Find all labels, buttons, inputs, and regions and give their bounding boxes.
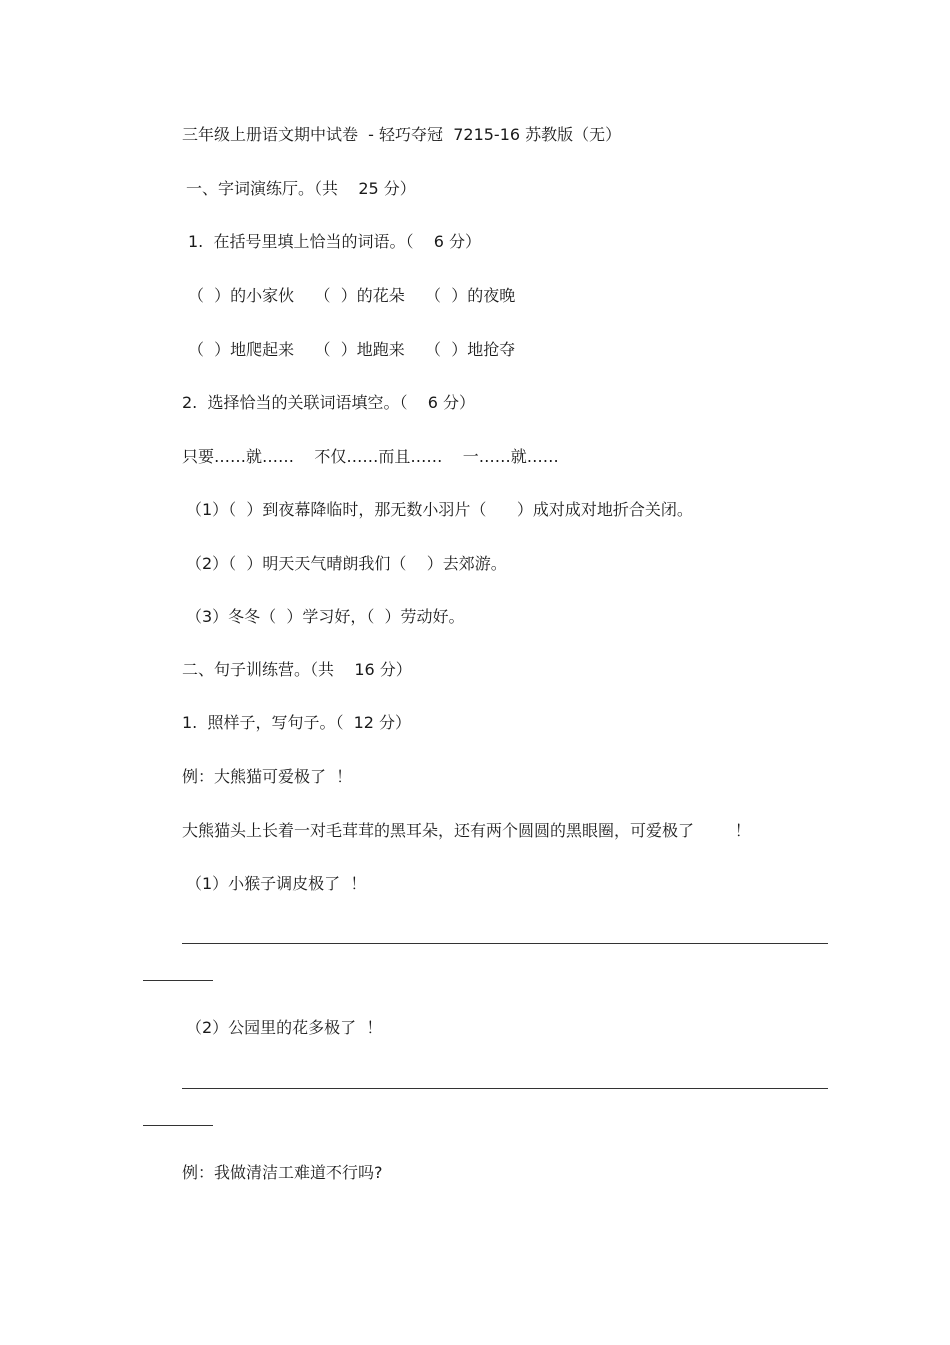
- question-1-row-1: （ ）的小家伙 （ ）的花朵 （ ）的夜晚: [188, 286, 516, 305]
- question-2-item-3: （3）冬冬（ ）学习好，（ ）劳动好。: [186, 607, 465, 626]
- answer-line-1a: [182, 943, 828, 944]
- document-title: 三年级上册语文期中试卷 - 轻巧夺冠 7215-16 苏教版（无）: [182, 125, 622, 144]
- example-2-label: 例：我做清洁工难道不行吗?: [182, 1163, 383, 1182]
- question-2-options: 只要……就…… 不仅……而且…… 一……就……: [182, 447, 559, 466]
- question-2-item-1: （1）（ ）到夜幕降临时，那无数小羽片（ ）成对成对地折合关闭。: [186, 500, 693, 519]
- section-1-heading: 一、字词演练厅。（共 25 分）: [186, 179, 416, 198]
- question-1-prompt: 1. 在括号里填上恰当的词语。（ 6 分）: [188, 232, 482, 251]
- example-1-label: 例：大熊猫可爱极了 ！: [182, 767, 353, 786]
- example-1-answer: 大熊猫头上长着一对毛茸茸的黑耳朵，还有两个圆圆的黑眼圈，可爱极了 ！: [182, 821, 751, 840]
- answer-line-2a: [182, 1088, 828, 1089]
- section-2-item-2: （2）公园里的花多极了 ！: [186, 1018, 383, 1037]
- question-2-item-2: （2）（ ）明天天气晴朗我们（ ）去郊游。: [186, 554, 507, 573]
- question-1-row-2: （ ）地爬起来 （ ）地跑来 （ ）地抢夺: [188, 340, 516, 359]
- section-2-item-1: （1）小猴子调皮极了 ！: [186, 874, 367, 893]
- answer-line-2b: [143, 1125, 213, 1126]
- section-2-question-1-prompt: 1. 照样子，写句子。（ 12 分）: [182, 713, 412, 732]
- section-2-heading: 二、句子训练营。（共 16 分）: [182, 660, 412, 679]
- answer-line-1b: [143, 980, 213, 981]
- question-2-prompt: 2. 选择恰当的关联词语填空。（ 6 分）: [182, 393, 476, 412]
